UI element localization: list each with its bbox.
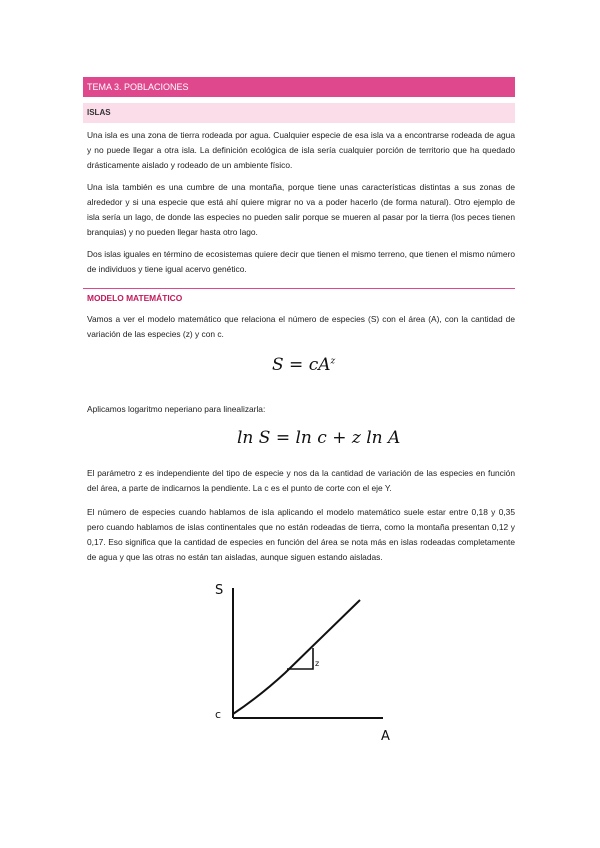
formula-power-law-exponent: z [330, 356, 336, 367]
islas-paragraph-1: Una isla es una zona de tierra rodeada por agua. Cualquier especie de esa isla va a encontrarse rodeada de agua y no puede llegar a otra isla. La definición ecológica de isla sería cualquier porción de territorio que ha quedado drásticamente aislado y rodeado de un ambiente físico. [87, 130, 515, 170]
chapter-banner [83, 77, 515, 97]
y-axis-label: S [215, 583, 224, 598]
section-banner [83, 103, 515, 123]
species-area-graph [205, 578, 405, 748]
regression-line [233, 600, 360, 714]
modelo-paragraph-2: Aplicamos logaritmo neperiano para linealizarla: [87, 404, 266, 414]
section-title: ISLAS [87, 108, 111, 117]
modelo-paragraph-3: El parámetro z es independiente del tipo de especie y nos da la cantidad de variación de las especies en función del área, a parte de indicarnos la pendiente. La c es el punto de corte con el eje Y. [87, 468, 515, 493]
chapter-title: TEMA 3. POBLACIONES [87, 82, 189, 92]
intercept-label: c [215, 708, 222, 721]
islas-paragraph-3: Dos islas iguales en término de ecosistemas quiere decir que tienen el mismo terreno, que tienen el mismo número de individuos y tiene igual acervo genético. [87, 249, 515, 274]
x-axis-label: A [381, 729, 390, 744]
formula-linearized: ln S = ln c + z ln A [237, 428, 401, 448]
section-divider [83, 288, 515, 289]
islas-paragraph-2: Una isla también es una cumbre de una montaña, porque tiene unas características distintas a sus zonas de alrededor y si una especie que está ahí quiere migrar no va a poder hacerlo (de forma natural). Otro ejemplo de isla sería un lago, de donde las especies no pueden salir porque se mueren al pasar por la tierra (los peces tienen branquias) y no pueden llegar hasta otro lago. [87, 182, 515, 237]
formula-power-law-base: S = cA [272, 355, 331, 375]
formula-power-law [272, 355, 335, 375]
modelo-heading: MODELO MATEMÁTICO [87, 293, 183, 303]
modelo-paragraph-4: El número de especies cuando hablamos de isla aplicando el modelo matemático suele estar entre 0,18 y 0,35 pero cuando hablamos de islas continentales que no están rodeadas de tierra, como la montaña presentan 0,12 y 0,17. Eso significa que la cantidad de especies en función del área se nota más en islas rodeadas completamente de agua y que las otras no están tan aisladas, aunque siguen estando aisladas. [87, 507, 515, 562]
modelo-paragraph-1: Vamos a ver el modelo matemático que relaciona el número de especies (S) con el área (A), con la cantidad de variación de las especies (z) y con c. [87, 314, 515, 339]
slope-label: z [315, 659, 320, 668]
